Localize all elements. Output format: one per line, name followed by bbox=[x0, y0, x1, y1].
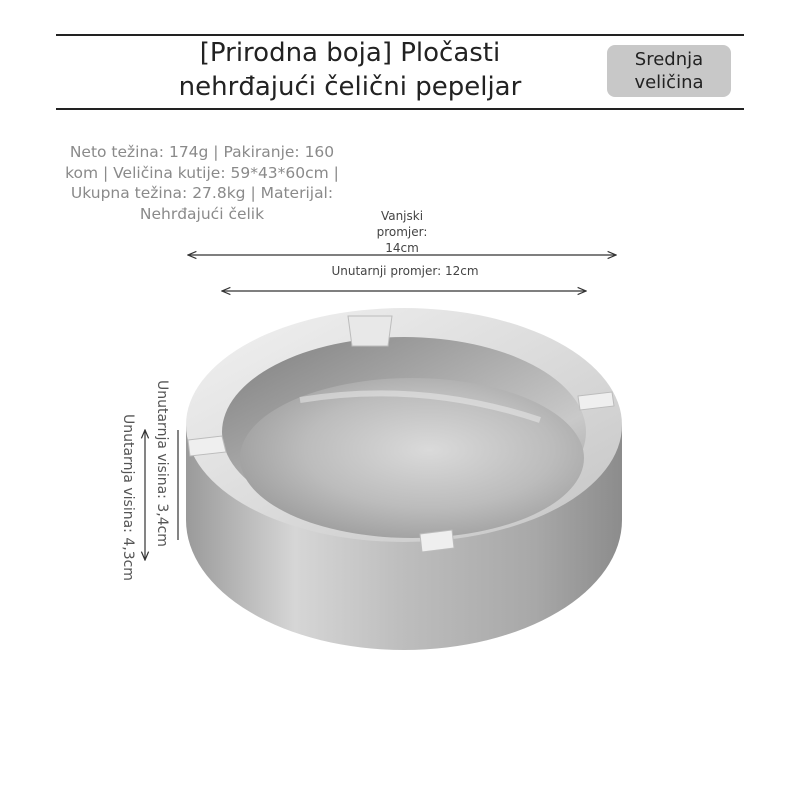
outer-height-label: Unutarnja visina: 4,3cm bbox=[120, 414, 136, 581]
cigarette-rest-left bbox=[188, 436, 226, 456]
product-title: [Prirodna boja] Pločasti nehrđajući čelični pepeljar bbox=[178, 38, 522, 102]
inner-height-label: Unutarnja visina: 3,4cm bbox=[154, 380, 170, 547]
product-specs: Neto težina: 174g | Pakiranje: 160 kom | Veličina kutije: 59*43*60cm | Ukupna težina: 27.8kg | Materijal: Nehrđajući čelik bbox=[65, 143, 339, 223]
cigarette-rest-top bbox=[348, 316, 392, 346]
size-badge: Srednja veličina bbox=[607, 45, 731, 97]
outer-diameter-label: Vanjski promjer: 14cm bbox=[376, 209, 428, 255]
inner-diameter-label: Unutarnji promjer: 12cm bbox=[331, 264, 479, 278]
cigarette-rest-bottom bbox=[420, 530, 454, 552]
ashtray-floor bbox=[240, 378, 584, 538]
